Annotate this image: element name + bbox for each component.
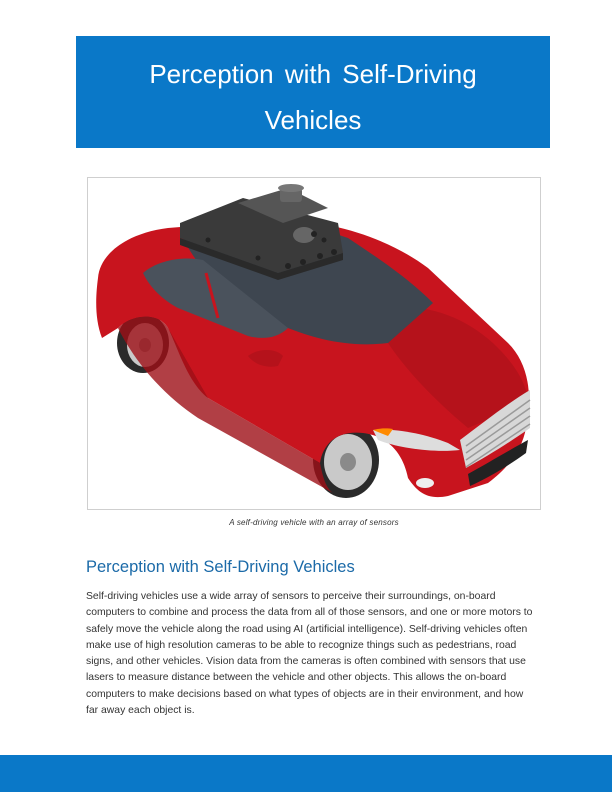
title-line-2: Vehicles bbox=[264, 105, 362, 135]
figure-frame bbox=[87, 177, 541, 510]
title-banner bbox=[76, 36, 550, 148]
self-driving-car-illustration bbox=[88, 178, 540, 509]
title-line-1: Perception with Self-Driving bbox=[149, 59, 477, 89]
section-heading: Perception with Self-Driving Vehicles bbox=[86, 558, 355, 576]
fog-light bbox=[416, 478, 434, 488]
figure-caption: A self-driving vehicle with an array of sensors bbox=[229, 518, 399, 527]
footer-bar bbox=[0, 755, 612, 792]
body-paragraph: Self-driving vehicles use a wide array of sensors to perceive their surroundings, on-board computers to combine and process the data from all of those sensors, and one or more motors to safely move the vehicle along the road using AI (artificial intelligence). Self-driving vehicles often make use of high resolution cameras to be able to recognize things such as pedestrians, road signs, and other vehicles. Vision data from the cameras is often combined with sensors that use lasers to measure distance between the vehicle and other objects. This allows the on-board computers to make decisions based on what types of objects are in their environment, and how far away each object is. bbox=[86, 591, 533, 717]
